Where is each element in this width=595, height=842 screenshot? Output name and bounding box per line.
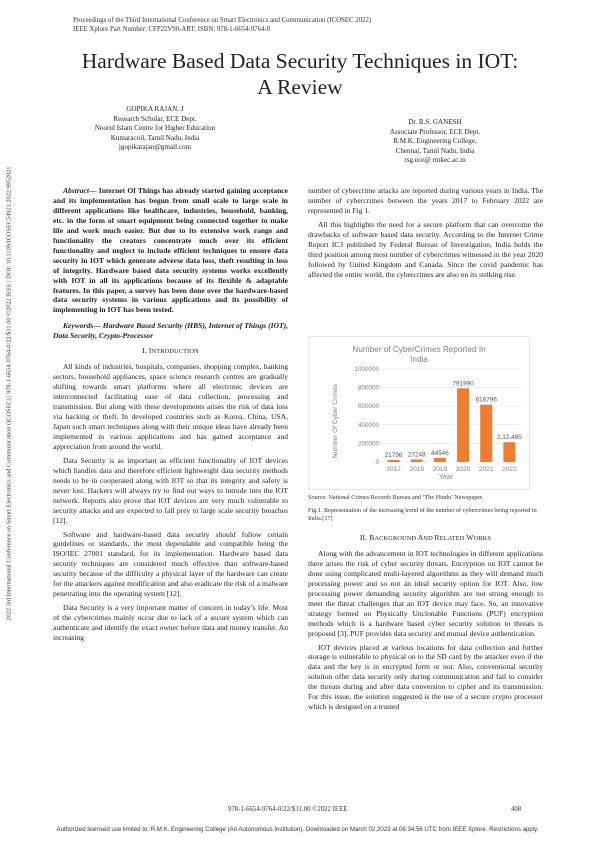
section-heading-background — [308, 533, 543, 544]
doi-sidebar — [4, 120, 14, 680]
chart-title: India — [410, 355, 428, 364]
page-number: 408 — [511, 806, 522, 813]
y-tick-label: 400000 — [357, 421, 379, 429]
author-block-2 — [360, 118, 510, 166]
section-initial: I — [148, 346, 152, 356]
paragraph: number of cybercrime attacks are reported during various years in India. The number of cybercrimes between the years 2017 to February 2022 are represented in Fig 1. — [308, 186, 543, 215]
bar-2022 — [503, 442, 515, 462]
section-initial: A — [417, 533, 424, 542]
x-tick-label: 2022 — [502, 466, 517, 473]
author-affiliation: Noorul Islam Centre for Higher Education — [94, 124, 216, 133]
author-name: GOPIKA RAJAN. J — [126, 105, 184, 113]
paragraph: All kinds of industries, hospitals, companies, shopping complex, banking sectors, household appliances, space science research centres are gradually shifting towards smart platforms where all electronic devices are interconnected facilitating ease of data collection, processing and transmission. But along with these developments arises the risk of data loss via hacking or theft. In developed countries such as Korea, China, USA, Japan such smart techniques along with their unique ideas have already been implemented in various applications and has gained acceptance and appreciation from around the world. — [53, 362, 288, 451]
figure-caption: Fig.1. Representation of the increasing trend of the number of cybercrimes being reported in India.[17] — [308, 507, 537, 523]
y-tick-labels — [354, 366, 379, 466]
figure-source-note: Source: National Crimes Records Bureau and ‘The Hindu’ Newspaper. — [308, 494, 484, 501]
y-tick-label: 600000 — [357, 403, 379, 411]
data-labels — [385, 380, 523, 459]
bar-2021 — [480, 405, 492, 462]
paper-title — [40, 48, 560, 100]
y-tick-label: 0 — [375, 459, 379, 466]
x-tick-label: 2020 — [455, 466, 471, 473]
x-tick-label: 2017 — [386, 466, 401, 473]
x-tick-label: 2018 — [409, 466, 425, 473]
author-affiliation: Kumaracoil, Tamil Nadu, India — [110, 133, 200, 142]
data-label-2020: 791990 — [452, 380, 474, 388]
author-email: rsg.ece@ rmkec.ac.in — [404, 156, 466, 165]
abstract-label: Abstract— — [63, 186, 97, 195]
section-title-rest: NTRODUCTION — [151, 348, 199, 356]
x-tick-labels — [386, 466, 517, 473]
title-line-1: Hardware Based Data Security Techniques in IOT: — [81, 49, 519, 73]
section-initial: B — [369, 533, 375, 542]
x-axis-label: Year — [438, 474, 454, 481]
data-label-2021: 616796 — [475, 396, 497, 404]
author-affiliation: R.M.K. Engineering College, — [393, 137, 477, 146]
data-label-2022: 2,12,485 — [496, 434, 522, 442]
x-tick-label: 2021 — [478, 466, 494, 473]
conference-header — [73, 16, 371, 34]
bar-2020 — [457, 388, 469, 462]
y-tick-label: 200000 — [357, 440, 379, 448]
paragraph: Data Security is as important as efficient functionality of IOT devices which handles data and therefore efficient lightweight data security methods needs to be in cooperated along with IOT so that its integrity and safety is never lost. Hackers will always try to find out ways to intrude into the IOT network. Reports also prove that IOT devices are very much vulnerable to security attacks and are expected to fall prey to large scale security breaches [12]. — [53, 455, 288, 525]
author-affiliation: Associate Professor, ECE Dept. — [389, 127, 481, 136]
abstract — [53, 186, 288, 315]
y-tick-label: 800000 — [357, 384, 379, 392]
y-tick-label: 1000000 — [354, 366, 379, 373]
x-tick-label: 2019 — [432, 466, 448, 473]
doi-sidebar-text: 2022 3rd International Conference on Smart Electronics and Communication (ICOSEC) | 978-1-6654-9764-0/22/$31.00 ©2022 IEEE | DOI: 10.1109/ICOSEC54921.2022.9952021 — [5, 166, 13, 621]
paragraph: Along with the advancement in IOT technologies in different applications there arises the risk of cyber security threats. Encryption on IOT cannot be done using complicated multi-layered algorithms as they will demand much processing power and so not an ideal security option for IOT. Also, low processing power demanding security algorithm are not strong enough to meet the threat challenges that an IOT device may face. So, an innovative strategy formed on Physically Unclonable Functions (PUF) encryption methods which is a hardware based cyber security solution to threats is proposed [3]. PUF provides data security and mutual device authentication. — [308, 548, 543, 638]
author-block-1 — [80, 105, 230, 153]
paragraph: Software and hardware-based data security should follow certain guidelines or standards, the most dependable and compatible being the ISO/IEC 27001 standard, for its implementation. Hardware based data security techniques are considered much effective than software-based security because of the difficulty a physical layer of the hardware can create for the attackers against modification and also eradicate the risk of a malware penetrating into the operating system [12]. — [53, 529, 288, 599]
bar-2017 — [388, 460, 400, 462]
chart-title: Number of CyberCrimes Reported In — [352, 345, 486, 354]
author-affiliation: Research Scholar, ECE Dept. — [113, 114, 197, 123]
header-line-1: Proceedings of the Third International Conference on Smart Electronics and Communication (ICOSEC 2022) — [73, 17, 372, 24]
section-title-rest: ELATED — [439, 535, 465, 542]
bar-2019 — [434, 458, 446, 462]
figure-1-chart — [308, 336, 530, 490]
keywords-text: Hardware Based Security (HBS), Internet of Things (IOT), Data Security, Crypto-Processor — [53, 321, 288, 341]
author-affiliation: Chennai, Tamil Nadu, India — [395, 146, 475, 155]
keywords-label: Keywords— — [63, 321, 101, 331]
left-column — [53, 186, 288, 647]
license-notice: Authorized licensed use limited to: R.M.K. Engineering College (An Autonomous Institution). Downloaded on March 02,2023 at 06:34:56 UTC from IEEE Xplore. Restrictions apply. — [56, 826, 539, 833]
right-column-bottom — [308, 533, 543, 716]
y-axis-label: Number Of Cyber Crimes — [332, 383, 339, 459]
keywords — [53, 321, 288, 341]
data-label-2018: 27248 — [407, 451, 426, 459]
header-line-2: IEEE Xplore Part Number: CFP22V90-ART; ISBN: 978-1-6654-9764-0 — [73, 26, 271, 33]
section-title-rest: ND — [423, 535, 435, 542]
bar-chart — [309, 337, 529, 489]
section-initial: W — [466, 533, 474, 542]
paragraph: All this highlights the need for a secure platform that can overcome the drawbacks of software based data security. According to the Internet Crime Report IC3 published by Federal Bureau of Investigation, India holds the third position among most number of cybercrimes witnessed in the year 2020 followed by United Kingdom and Canada. Since the covid pandemic has affected the entire world, the cybercrimes are also on its striking rise. — [308, 219, 543, 279]
paragraph: Data Security is a very important matter of concern in today’s life. Most of the cybercrimes mainly occur due to lack of a secure system which can authenticate and identify the exact owner before data and money transfer. An increasing — [53, 603, 288, 643]
bar-2018 — [411, 459, 423, 462]
section-initial: R — [434, 533, 440, 542]
section-heading-introduction — [53, 346, 288, 357]
section-title-rest: ACKGROUND — [374, 535, 418, 542]
data-label-2019: 44546 — [431, 449, 449, 457]
data-label-2017: 21796 — [384, 451, 403, 459]
author-email: jgopikarajan@gmail.com — [118, 143, 192, 152]
author-name: Dr. R.S. GANESH — [408, 118, 462, 126]
section-number: I. — [142, 346, 149, 356]
section-title-rest: ORKS — [473, 535, 492, 542]
footer-copyright: 978-1-6654-9764-0/22/$31.00 ©2022 IEEE — [228, 806, 348, 813]
abstract-text: Internet Of Things has already started gaining acceptance and its implementation has begun from small scale to large scale in different applications like healthcare, industries, household, banking, etc. in the form of smart equipment being connected together to make life and work much easier. But due to its extensive work range and functionality the creators concentrate much over its efficient functionality and neglect to include efficient techniques to ensure data security in IOT which generate adverse data loss, theft resulting in loss of integrity. Hardware based data security systems works excellently with IOT in all its applications because of its flexible & adaptable features. In this paper, a survey has been done over the hardware-based data security systems in various applications and its possibility of implementing in IOT has been tested. — [53, 186, 288, 315]
title-line-2: A Review — [257, 75, 343, 99]
paragraph: IOT devices placed at various locations for data collection and further storage is vulnerable to physical on to the SD card by the attacker even if the data and the key is in encrypted form or not. Also, conventional security solution offer data security only during communication and fail to consider the threats during and after data conversion to cipher and its transmission. For this issue, the solution suggested is the use of a secure crypto processor which is designed on a trusted — [308, 642, 543, 712]
section-number: II. — [359, 533, 370, 542]
right-column-top — [308, 186, 543, 284]
